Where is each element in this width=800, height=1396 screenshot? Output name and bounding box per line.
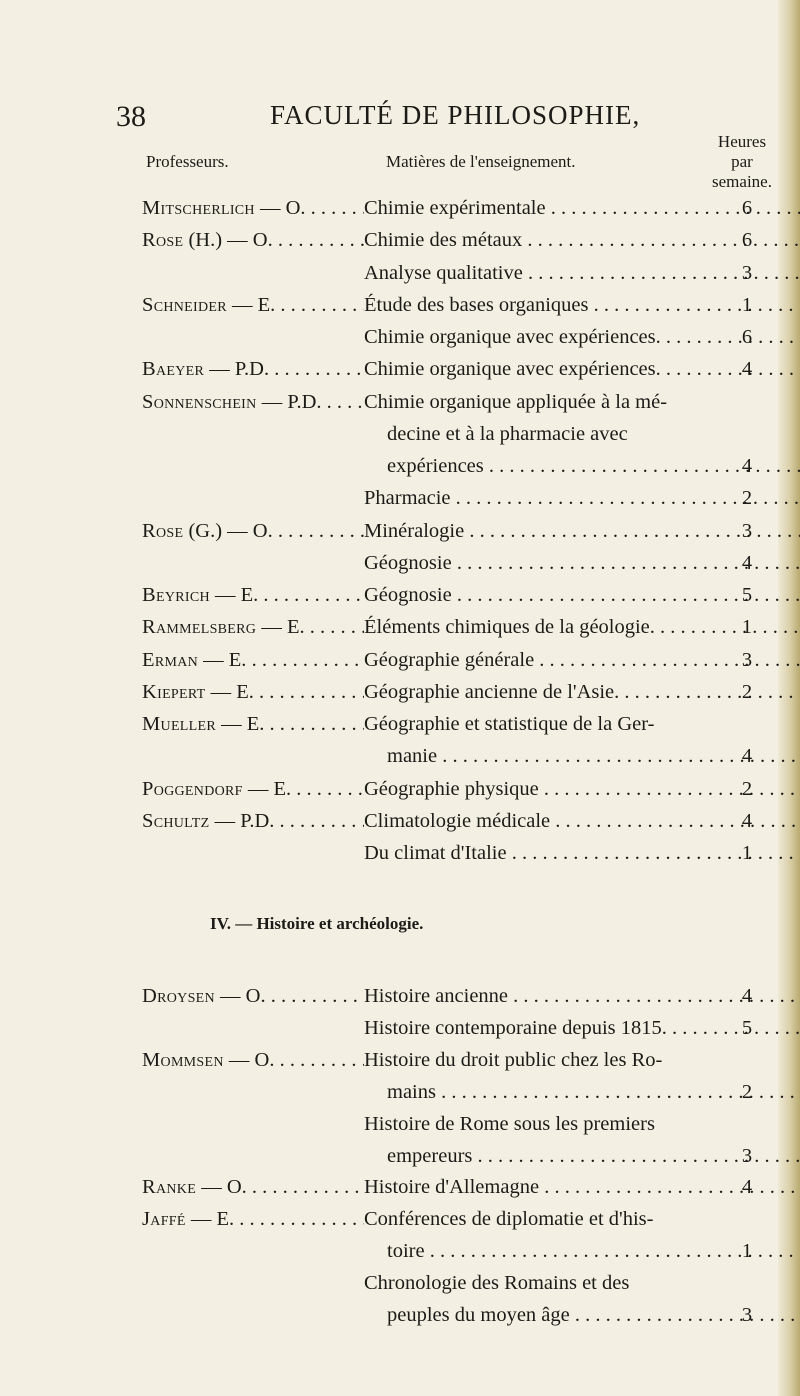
- hours-value: 4: [741, 985, 753, 1007]
- professor-name: Droysen: [142, 985, 215, 1007]
- hours-value: 5: [741, 584, 753, 606]
- subject-text: Chronologie des Romains et des: [364, 1272, 630, 1295]
- table-row: [142, 980, 762, 1012]
- professor-cell: [142, 1012, 364, 1044]
- leader-dots: [291, 778, 364, 800]
- professor-cell: [142, 1235, 364, 1267]
- table-row: [142, 708, 762, 740]
- professor-name: Kiepert: [142, 680, 206, 703]
- hours-value: 3: [741, 1144, 753, 1167]
- subject-cell: [387, 418, 800, 450]
- table-row: [142, 450, 762, 482]
- professor-cell: [142, 1140, 364, 1172]
- professor-name: Jaffé: [142, 1208, 186, 1231]
- professor-name: Rose: [142, 519, 184, 542]
- table-row: [142, 515, 762, 547]
- subject-text: Géographie et statistique de la Ger-: [364, 713, 655, 735]
- professor-name: Poggendorf: [142, 777, 243, 800]
- professor-rank: — E.: [185, 1208, 235, 1231]
- leader-dots: [619, 681, 800, 703]
- professor-cell: [142, 547, 364, 579]
- hours-value: 5: [741, 1016, 753, 1039]
- professor-cell: [142, 644, 364, 676]
- professor-rank: — E.: [205, 680, 254, 703]
- professor-rank: — O.: [223, 1048, 275, 1071]
- subject-cell: [364, 1267, 800, 1299]
- subject-text: expériences: [387, 455, 484, 477]
- subject-text: mains: [387, 1080, 436, 1103]
- professor-name: Rose: [142, 229, 184, 252]
- table-row: [142, 192, 762, 224]
- table-row: [142, 1267, 762, 1299]
- subject-text: Climatologie médicale: [364, 809, 551, 832]
- subject-text: Pharmacie: [364, 487, 451, 510]
- professor-cell: [142, 257, 364, 289]
- subject-text: Géographie physique: [364, 777, 539, 800]
- subject-cell: [364, 547, 800, 579]
- subject-cell: [364, 579, 800, 611]
- column-header-hours: [702, 132, 782, 192]
- professor-name: Schneider: [142, 293, 227, 316]
- professor-cell: [142, 1076, 364, 1108]
- professor-cell: [142, 579, 364, 611]
- professor-cell: [142, 418, 364, 450]
- table-row: [142, 579, 762, 611]
- subject-cell: [364, 708, 800, 740]
- subject-cell: [364, 224, 800, 256]
- leader-dots: [539, 778, 800, 800]
- professor-name: Beyrich: [142, 584, 210, 606]
- table-row: [142, 1171, 762, 1203]
- table-row: [142, 321, 762, 353]
- leader-dots: [322, 391, 365, 413]
- subject-text: Étude des bases organiques: [364, 293, 589, 316]
- leader-dots: [523, 262, 800, 284]
- subject-text: peuples du moyen âge: [387, 1304, 570, 1326]
- subject-cell: [364, 644, 800, 676]
- professor-name: Rammelsberg: [142, 616, 257, 639]
- leader-dots: [264, 713, 364, 735]
- leader-dots: [667, 1017, 800, 1039]
- table-row: [142, 1012, 762, 1044]
- professor-name: Ranke: [142, 1176, 197, 1199]
- subject-cell: [364, 980, 800, 1012]
- hours-value: 2: [741, 680, 753, 703]
- professor-cell: [142, 676, 364, 708]
- subject-cell: [364, 192, 800, 224]
- professor-cell: [142, 1267, 364, 1299]
- professor-rank: — E.: [198, 648, 247, 671]
- subject-cell: [364, 1044, 800, 1076]
- table-row: [142, 257, 762, 289]
- hours-value: 3: [741, 1304, 753, 1326]
- subject-text: empereurs: [387, 1144, 473, 1167]
- professor-cell: [142, 353, 364, 385]
- leader-dots: [273, 229, 364, 251]
- leader-dots: [254, 681, 364, 703]
- professor-name: Erman: [142, 648, 199, 671]
- subject-cell: [364, 773, 800, 805]
- subject-cell: [364, 482, 800, 514]
- professor-name: Baeyer: [142, 358, 205, 381]
- leader-dots: [305, 616, 364, 638]
- subject-text: Histoire d'Allemagne: [364, 1176, 540, 1199]
- table-row: [142, 1140, 762, 1172]
- subject-cell: [364, 386, 800, 418]
- leader-dots: [539, 1176, 800, 1198]
- table-row: [142, 1044, 762, 1076]
- hours-value: 3: [741, 261, 753, 284]
- professor-rank: — P.D.: [209, 809, 275, 832]
- table-row: [142, 676, 762, 708]
- leader-dots: [258, 584, 364, 606]
- hours-value: 4: [741, 1176, 753, 1199]
- subject-cell: [364, 321, 800, 353]
- table-row: [142, 482, 762, 514]
- leader-dots: [273, 520, 364, 542]
- subject-text: Chimie des métaux: [364, 229, 523, 252]
- table-row: [142, 1108, 762, 1140]
- subject-text: Géographie ancienne de l'Asie.: [364, 680, 620, 703]
- subject-cell: [364, 676, 800, 708]
- page-number: 38: [116, 100, 146, 133]
- professor-name: Mitscherlich: [142, 197, 255, 219]
- leader-dots: [274, 810, 364, 832]
- hours-header-line-1: Heures: [717, 132, 767, 151]
- hours-value: 1: [741, 842, 753, 864]
- table-row: [142, 644, 762, 676]
- hours-value: 6: [741, 197, 753, 219]
- professor-rank: — O.: [214, 985, 266, 1007]
- subject-text: Chimie expérimentale: [364, 197, 546, 219]
- professor-cell: [142, 1171, 364, 1203]
- table-row: [142, 611, 762, 643]
- professor-cell: [142, 837, 364, 869]
- leader-dots: [534, 649, 800, 671]
- leader-dots: [269, 358, 364, 380]
- leader-dots: [661, 358, 800, 380]
- table-row: [142, 1299, 762, 1331]
- hours-value: 1: [741, 616, 753, 639]
- leader-dots: [661, 326, 800, 348]
- table-row: [142, 1203, 762, 1235]
- hours-header-line-3: semaine.: [712, 172, 772, 191]
- professor-name: Mueller: [142, 713, 216, 735]
- subject-text: Histoire de Rome sous les premiers: [364, 1112, 655, 1135]
- column-header-professors: Professeurs.: [146, 152, 229, 171]
- subject-text: Chimie organique avec expériences.: [364, 358, 661, 381]
- professor-rank: — O.: [196, 1176, 247, 1199]
- hours-value: 6: [741, 229, 753, 252]
- professor-cell: [142, 321, 364, 353]
- subject-cell: [364, 1108, 800, 1140]
- table-row: [142, 805, 762, 837]
- leader-dots: [589, 294, 800, 316]
- hours-value: 2: [741, 1080, 753, 1103]
- hours-header-line-2: par: [731, 152, 753, 171]
- professor-rank: — E.: [226, 293, 276, 316]
- professor-name: Mommsen: [142, 1048, 224, 1071]
- professor-cell: [142, 1299, 364, 1331]
- professor-cell: [142, 289, 364, 321]
- table-row: [142, 1076, 762, 1108]
- hours-value: 2: [741, 777, 753, 800]
- leader-dots: [247, 1176, 364, 1198]
- subject-text: Chimie organique appliquée à la mé-: [364, 390, 668, 413]
- leader-dots: [246, 649, 364, 671]
- professor-cell: [142, 740, 364, 772]
- hours-value: 6: [741, 326, 753, 348]
- subject-text: Géographie générale: [364, 648, 535, 671]
- hours-value: 3: [741, 648, 753, 671]
- subject-text: Éléments chimiques de la géologie.: [364, 616, 655, 639]
- subject-text: Géognosie: [364, 584, 452, 606]
- professor-cell: [142, 773, 364, 805]
- hours-value: 4: [741, 745, 753, 768]
- subject-cell: [364, 805, 800, 837]
- subject-cell: [364, 837, 800, 869]
- professor-rank: — E.: [256, 616, 305, 639]
- subject-text: Histoire du droit public chez les Ro-: [364, 1048, 663, 1071]
- professor-cell: [142, 980, 364, 1012]
- leader-dots: [570, 1304, 800, 1326]
- table-row: [142, 773, 762, 805]
- professor-rank: — E.: [242, 777, 292, 800]
- subject-text: Minéralogie: [364, 519, 465, 542]
- table-row: [142, 224, 762, 256]
- professor-name: Sonnenschein: [142, 390, 257, 413]
- table-row: [142, 386, 762, 418]
- professor-cell: [142, 1044, 364, 1076]
- hours-value: 1: [741, 1240, 753, 1263]
- section-heading: IV. — Histoire et archéologie.: [210, 914, 424, 933]
- running-title: FACULTÉ DE PHILOSOPHIE,: [270, 100, 641, 130]
- professor-cell: [142, 224, 364, 256]
- leader-dots: [655, 616, 800, 638]
- subject-text: Analyse qualitative: [364, 261, 523, 284]
- professor-rank: — E.: [209, 584, 259, 606]
- leader-dots: [234, 1208, 364, 1230]
- professor-cell: [142, 1203, 364, 1235]
- subject-text: Du climat d'Italie: [364, 842, 507, 864]
- hours-value: 4: [741, 551, 753, 574]
- table-row: [142, 547, 762, 579]
- leader-dots: [546, 197, 800, 219]
- subject-text: Géognosie: [364, 551, 452, 574]
- hours-value: 1: [741, 293, 753, 316]
- professor-rank: — E.: [215, 713, 265, 735]
- professor-cell: [142, 515, 364, 547]
- subject-cell: [364, 1171, 800, 1203]
- leader-dots: [522, 229, 800, 251]
- professor-cell: [142, 192, 364, 224]
- subject-text: decine et à la pharmacie avec: [387, 422, 628, 445]
- professor-name: Schultz: [142, 809, 210, 832]
- subject-text: toire: [387, 1240, 425, 1263]
- subject-cell: [364, 611, 800, 643]
- hours-value: 4: [741, 455, 753, 477]
- subject-cell: [364, 1012, 800, 1044]
- leader-dots: [274, 1049, 364, 1071]
- subject-cell: [364, 353, 800, 385]
- professor-rank: (H.) — O.: [183, 229, 273, 252]
- professor-rank: — P.D.: [204, 358, 270, 381]
- leader-dots: [306, 197, 364, 219]
- professor-rank: (G.) — O.: [183, 519, 273, 542]
- table-row: [142, 740, 762, 772]
- professor-cell: [142, 386, 364, 418]
- professor-cell: [142, 1108, 364, 1140]
- professor-cell: [142, 611, 364, 643]
- leader-dots: [266, 985, 364, 1007]
- professor-cell: [142, 450, 364, 482]
- subject-text: Chimie organique avec expériences.: [364, 326, 661, 348]
- hours-value: 4: [741, 809, 753, 832]
- hours-value: 2: [741, 487, 753, 510]
- subject-text: Conférences de diplomatie et d'his-: [364, 1208, 654, 1231]
- subject-text: Histoire contemporaine depuis 1815.: [364, 1016, 667, 1039]
- subject-cell: [364, 257, 800, 289]
- professor-rank: — P.D.: [256, 390, 322, 413]
- hours-value: 3: [741, 519, 753, 542]
- subject-cell: [364, 289, 800, 321]
- subject-text: Histoire ancienne: [364, 985, 509, 1007]
- column-header-subjects: Matières de l'enseignement.: [386, 152, 576, 171]
- hours-value: 4: [741, 358, 753, 381]
- subject-text: manie: [387, 745, 438, 768]
- professor-cell: [142, 482, 364, 514]
- table-row: [142, 353, 762, 385]
- subject-cell: [364, 515, 800, 547]
- table-row: [142, 1235, 762, 1267]
- leader-dots: [550, 810, 800, 832]
- professor-cell: [142, 805, 364, 837]
- professor-rank: — O.: [254, 197, 306, 219]
- table-row: [142, 418, 762, 450]
- leader-dots: [275, 294, 364, 316]
- professor-cell: [142, 708, 364, 740]
- subject-cell: [364, 1203, 800, 1235]
- table-row: [142, 289, 762, 321]
- table-row: [142, 837, 762, 869]
